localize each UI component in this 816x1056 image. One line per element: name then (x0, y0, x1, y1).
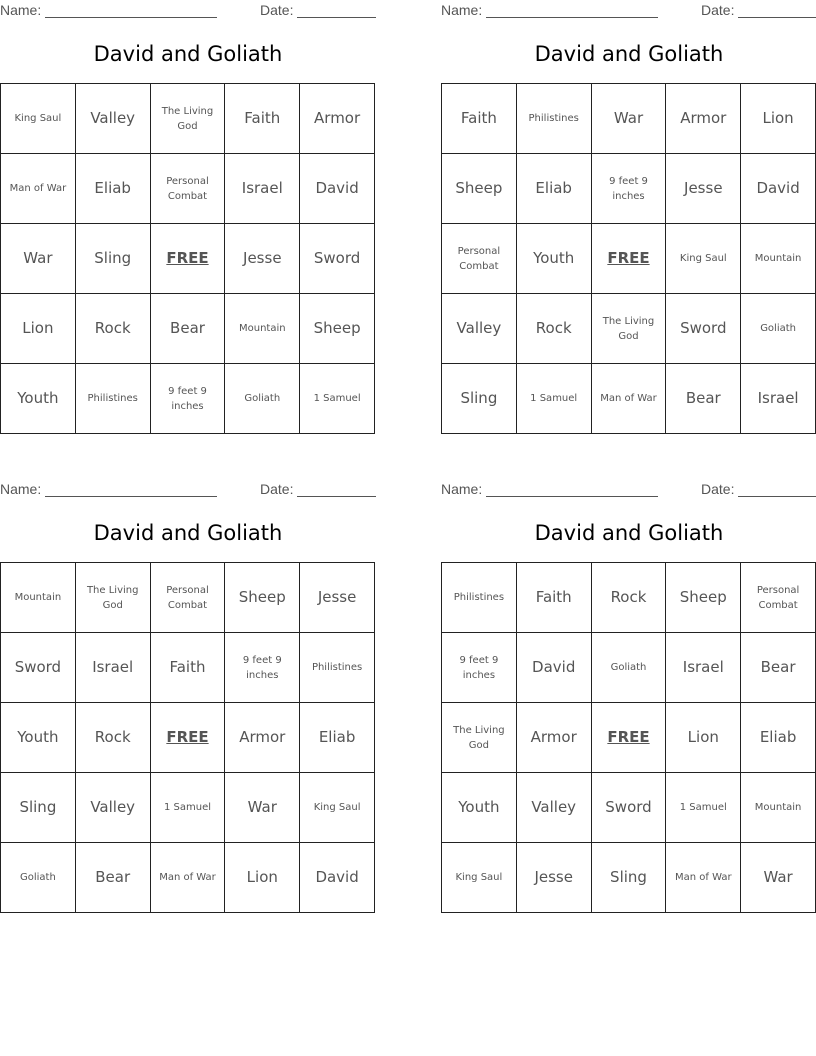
bingo-cell: Mountain (1, 563, 76, 633)
bingo-cell: Armor (300, 84, 375, 154)
bingo-cell: Armor (666, 84, 741, 154)
free-space-cell: FREE (592, 703, 667, 773)
bingo-cell: Man of War (1, 154, 76, 224)
bingo-cell: Youth (1, 703, 76, 773)
bingo-cell: Valley (517, 773, 592, 843)
bingo-cell: War (225, 773, 300, 843)
bingo-cell: Sheep (225, 563, 300, 633)
name-blank-line (45, 17, 217, 18)
bingo-cell: Valley (442, 294, 517, 364)
bingo-cell: The Living God (151, 84, 226, 154)
card-title: David and Goliath (534, 42, 724, 66)
bingo-cell: Man of War (151, 843, 226, 913)
bingo-cell: Youth (1, 364, 76, 434)
bingo-cell: Sword (300, 224, 375, 294)
card-header (441, 479, 816, 501)
free-space-cell: FREE (592, 224, 667, 294)
bingo-card-1 (0, 0, 376, 440)
bingo-cell: Eliab (76, 154, 151, 224)
name-label: Name: (0, 481, 42, 497)
bingo-cell: Israel (225, 154, 300, 224)
bingo-cell: 9 feet 9 inches (151, 364, 226, 434)
date-label: Date: (701, 2, 735, 18)
bingo-cell: Youth (442, 773, 517, 843)
name-label: Name: (0, 2, 42, 18)
bingo-cell: Jesse (517, 843, 592, 913)
bingo-cell: Sling (592, 843, 667, 913)
bingo-cell: Bear (666, 364, 741, 434)
bingo-cell: Goliath (592, 633, 667, 703)
bingo-cell: David (517, 633, 592, 703)
bingo-cell: Valley (76, 84, 151, 154)
bingo-cell: Personal Combat (151, 563, 226, 633)
bingo-cell: Personal Combat (442, 224, 517, 294)
bingo-cell: Jesse (300, 563, 375, 633)
bingo-cell: Bear (76, 843, 151, 913)
bingo-cell: The Living God (76, 563, 151, 633)
date-label: Date: (260, 2, 294, 18)
bingo-cell: Philistines (517, 84, 592, 154)
bingo-cell: Bear (741, 633, 816, 703)
bingo-cell: Sword (1, 633, 76, 703)
bingo-cell: King Saul (666, 224, 741, 294)
bingo-cell: Faith (517, 563, 592, 633)
bingo-cell: The Living God (442, 703, 517, 773)
bingo-cell: Goliath (225, 364, 300, 434)
bingo-cell: Mountain (225, 294, 300, 364)
bingo-cell: King Saul (300, 773, 375, 843)
bingo-cell: 1 Samuel (300, 364, 375, 434)
bingo-cell: Eliab (517, 154, 592, 224)
bingo-cell: Goliath (741, 294, 816, 364)
card-title: David and Goliath (93, 42, 283, 66)
name-label: Name: (441, 2, 483, 18)
bingo-cell: Philistines (442, 563, 517, 633)
bingo-cell: Israel (741, 364, 816, 434)
card-title: David and Goliath (93, 521, 283, 545)
bingo-cell: Sword (592, 773, 667, 843)
bingo-cell: Faith (151, 633, 226, 703)
bingo-card-2 (441, 0, 816, 440)
bingo-cell: David (300, 154, 375, 224)
bingo-cell: Sling (442, 364, 517, 434)
bingo-cell: Philistines (76, 364, 151, 434)
card-header (0, 479, 376, 501)
bingo-cell: Sling (1, 773, 76, 843)
card-header (0, 0, 376, 22)
bingo-cell: Valley (76, 773, 151, 843)
bingo-cell: Personal Combat (741, 563, 816, 633)
bingo-cell: King Saul (442, 843, 517, 913)
bingo-cell: Eliab (741, 703, 816, 773)
bingo-cell: Rock (76, 703, 151, 773)
card-header (441, 0, 816, 22)
date-blank-line (297, 496, 376, 497)
name-blank-line (45, 496, 217, 497)
bingo-cell: Goliath (1, 843, 76, 913)
bingo-cell: Faith (442, 84, 517, 154)
bingo-cell: Sheep (666, 563, 741, 633)
bingo-card-4 (441, 479, 816, 919)
name-blank-line (486, 17, 658, 18)
bingo-cell: King Saul (1, 84, 76, 154)
bingo-cell: 1 Samuel (517, 364, 592, 434)
date-blank-line (297, 17, 376, 18)
bingo-cell: Eliab (300, 703, 375, 773)
bingo-cell: Lion (225, 843, 300, 913)
free-space-cell: FREE (151, 703, 226, 773)
bingo-cell: Jesse (225, 224, 300, 294)
bingo-cell: Sword (666, 294, 741, 364)
bingo-grid (0, 562, 375, 913)
bingo-cell: Armor (225, 703, 300, 773)
bingo-cell: Man of War (666, 843, 741, 913)
bingo-cell: 1 Samuel (666, 773, 741, 843)
date-label: Date: (701, 481, 735, 497)
date-blank-line (738, 17, 816, 18)
bingo-cell: The Living God (592, 294, 667, 364)
bingo-cell: 9 feet 9 inches (592, 154, 667, 224)
bingo-cell: 9 feet 9 inches (225, 633, 300, 703)
bingo-cell: Faith (225, 84, 300, 154)
bingo-cell: War (1, 224, 76, 294)
bingo-cell: Rock (76, 294, 151, 364)
bingo-cell: Rock (592, 563, 667, 633)
bingo-cell: Sheep (442, 154, 517, 224)
bingo-cell: Mountain (741, 224, 816, 294)
bingo-cell: Israel (76, 633, 151, 703)
bingo-card-3 (0, 479, 376, 919)
bingo-cell: Man of War (592, 364, 667, 434)
bingo-cell: Sling (76, 224, 151, 294)
name-label: Name: (441, 481, 483, 497)
bingo-cell: Personal Combat (151, 154, 226, 224)
date-label: Date: (260, 481, 294, 497)
bingo-cell: Rock (517, 294, 592, 364)
bingo-grid (441, 83, 816, 434)
date-blank-line (738, 496, 816, 497)
bingo-cell: Bear (151, 294, 226, 364)
bingo-cell: Philistines (300, 633, 375, 703)
bingo-cell: Jesse (666, 154, 741, 224)
name-blank-line (486, 496, 658, 497)
bingo-cell: Sheep (300, 294, 375, 364)
bingo-cell: David (300, 843, 375, 913)
bingo-cell: War (592, 84, 667, 154)
bingo-cell: Armor (517, 703, 592, 773)
bingo-cell: Youth (517, 224, 592, 294)
bingo-cell: Lion (666, 703, 741, 773)
bingo-cell: Mountain (741, 773, 816, 843)
bingo-cell: 1 Samuel (151, 773, 226, 843)
bingo-cell: 9 feet 9 inches (442, 633, 517, 703)
bingo-cell: Israel (666, 633, 741, 703)
bingo-grid (0, 83, 375, 434)
bingo-grid (441, 562, 816, 913)
free-space-cell: FREE (151, 224, 226, 294)
bingo-cell: Lion (1, 294, 76, 364)
bingo-cell: David (741, 154, 816, 224)
bingo-cell: Lion (741, 84, 816, 154)
card-title: David and Goliath (534, 521, 724, 545)
bingo-cell: War (741, 843, 816, 913)
